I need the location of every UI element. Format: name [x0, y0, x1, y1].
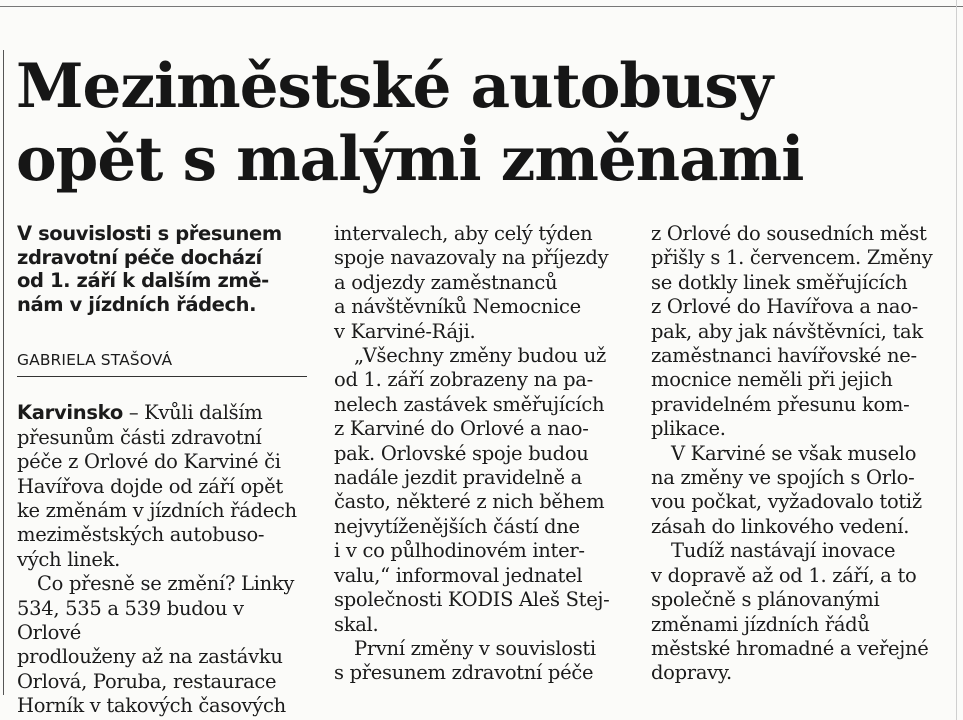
text-line: meziměstských autobuso-: [17, 523, 265, 547]
text-line: z Karviné do Orlové a nao-: [334, 417, 589, 441]
text-line: na změny ve spojích s Orlo-: [651, 466, 915, 490]
text-line: pak. Orlovské spoje budou: [334, 441, 589, 465]
text-line: Havířova dojde od září opět: [17, 474, 283, 498]
text-line: přišly s 1. červencem. Změny: [651, 246, 933, 270]
text-line: i v co půlhodinovém inter-: [334, 539, 585, 563]
text-line: mocnice neměli při jejich: [651, 368, 893, 392]
text-line: pravidelném přesunu kom-: [651, 392, 910, 416]
text-line: zaměstnanci havířovské ne-: [651, 344, 917, 368]
column-1: [17, 222, 312, 719]
body-text-col-1: [17, 401, 312, 718]
text-line: dopravy.: [651, 661, 732, 685]
text-line: Orlová, Poruba, restaurace: [17, 669, 277, 693]
column-3: [651, 222, 936, 686]
lead-line: od 1. září k dalším změ-: [17, 269, 269, 292]
text-line: skal.: [334, 612, 379, 636]
column-2: [334, 222, 622, 686]
text-line: vou počkat, vyžadovalo totiž: [651, 490, 922, 514]
text-line: pak, aby jak návštěvníci, tak: [651, 319, 923, 343]
text-line: městské hromadné a veřejné: [651, 636, 929, 660]
text-line: 534, 535 a 539 budou v Orlové: [17, 596, 244, 645]
text-line: nejvytíženějších částí dne: [334, 514, 580, 538]
text-line: ke změnám v jízdních řádech: [17, 499, 297, 523]
text-line: a návštěvníků Nemocnice: [334, 295, 581, 319]
text-line: přesunům části zdravotní: [17, 425, 262, 449]
page-edge: [956, 0, 957, 720]
text-line: z Orlové do sousedních měst: [651, 222, 927, 245]
left-column-rule: [3, 50, 4, 695]
text-line: V Karviné se však muselo: [671, 441, 917, 465]
text-line: se dotkly linek směřujících: [651, 270, 908, 294]
text-line: často, některé z nich během: [334, 490, 605, 514]
text-line: Karvinsko – Kvůli dalším: [17, 401, 263, 425]
text-line: Horník v takových časových: [17, 694, 286, 718]
byline: GABRIELA STAŠOVÁ: [17, 348, 307, 377]
text-line: valu,“ informoval jednatel: [334, 563, 583, 587]
headline: [16, 50, 916, 196]
text-line: s přesunem zdravotní péče: [334, 661, 594, 685]
text-line: změnami jízdních řádů: [651, 612, 870, 636]
top-rule: [0, 6, 963, 7]
text-line: v dopravě až od 1. září, a to: [651, 563, 917, 587]
dateline: Karvinsko: [17, 401, 123, 425]
text-line: od 1. září zobrazeny na pa-: [334, 368, 593, 392]
text-line: vých linek.: [17, 547, 120, 571]
headline-line-1: Meziměstské autobusy: [16, 51, 773, 122]
text-line: intervalech, aby celý týden: [334, 222, 593, 245]
text-line: a odjezdy zaměstnanců: [334, 270, 558, 294]
text-line: nelech zastávek směřujících: [334, 392, 605, 416]
lead-line: nám v jízdních řádech.: [17, 292, 257, 316]
text-line: prodlouženy až na zastávku: [17, 645, 283, 669]
text-line: péče z Orlové do Karviné či: [17, 450, 281, 474]
text-line: spoje navazovaly na příjezdy: [334, 246, 609, 270]
text-line: „Všechny změny budou už: [354, 344, 606, 368]
headline-line-2: opět s malými změnami: [16, 124, 804, 195]
text-line: zásah do linkového vedení.: [651, 514, 910, 538]
text-line: společnosti KODIS Aleš Stej-: [334, 588, 610, 612]
text-line: Tudíž nastávají inovace: [671, 539, 896, 563]
text-line: z Orlové do Havířova a nao-: [651, 295, 918, 319]
text-line: v Karviné-Ráji.: [334, 319, 476, 343]
text-line: plikace.: [651, 417, 726, 441]
text-line: První změny v souvislosti: [354, 636, 596, 660]
text-line: nadále jezdit pravidelně a: [334, 466, 582, 490]
lead-line: V souvislosti s přesunem: [17, 222, 282, 245]
text-line: společně s plánovanými: [651, 588, 880, 612]
text-line: Co přesně se změní? Linky: [37, 572, 295, 596]
lead-paragraph: [17, 222, 312, 316]
lead-line: zdravotní péče dochází: [17, 245, 262, 269]
